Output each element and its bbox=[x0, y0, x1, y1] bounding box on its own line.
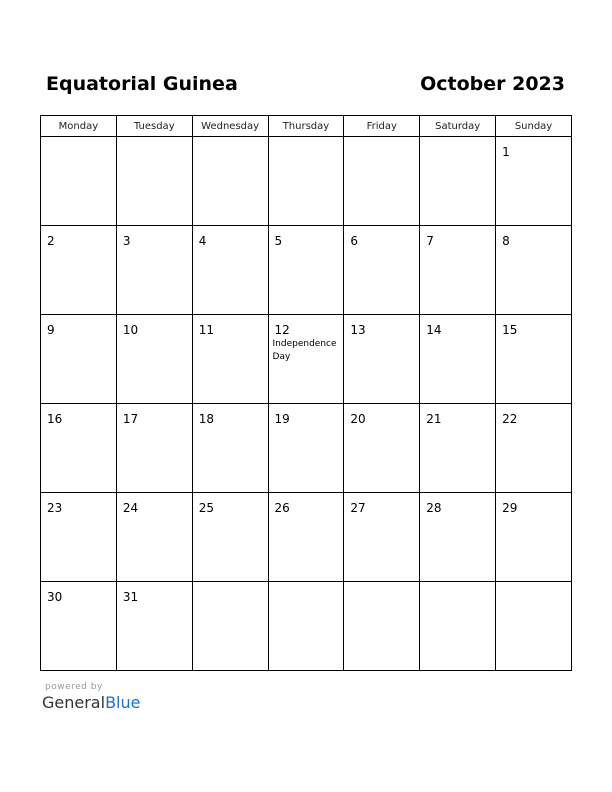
day-cell bbox=[344, 226, 420, 315]
day-number: 7 bbox=[426, 234, 434, 248]
weekday-header: Wednesday bbox=[192, 116, 268, 137]
weekday-header: Saturday bbox=[420, 116, 496, 137]
day-cell bbox=[192, 404, 268, 493]
week-row bbox=[41, 315, 572, 404]
day-number: 29 bbox=[502, 501, 518, 515]
day-cell bbox=[41, 137, 117, 226]
day-number: 22 bbox=[502, 412, 518, 426]
day-cell bbox=[496, 582, 572, 671]
day-number: 19 bbox=[274, 412, 290, 426]
day-number bbox=[344, 582, 419, 590]
day-number: 2 bbox=[47, 234, 55, 248]
day-cell bbox=[496, 315, 572, 404]
weekday-header: Friday bbox=[344, 116, 420, 137]
day-cell bbox=[420, 582, 496, 671]
holiday-label: Independence Day bbox=[272, 339, 337, 362]
day-number bbox=[496, 582, 571, 590]
day-cell bbox=[192, 582, 268, 671]
weekday-header: Sunday bbox=[496, 116, 572, 137]
day-number: 12 bbox=[274, 323, 290, 337]
day-cell bbox=[268, 404, 344, 493]
day-number: 18 bbox=[198, 412, 214, 426]
day-number: 20 bbox=[350, 412, 366, 426]
day-cell bbox=[344, 404, 420, 493]
day-number: 30 bbox=[47, 590, 63, 604]
day-number: 26 bbox=[274, 501, 290, 515]
day-cell bbox=[420, 315, 496, 404]
day-cell bbox=[268, 315, 344, 404]
day-number: 17 bbox=[122, 412, 139, 426]
day-number: 10 bbox=[122, 323, 139, 337]
day-cell bbox=[192, 493, 268, 582]
day-number: 8 bbox=[502, 234, 510, 248]
day-cell bbox=[420, 493, 496, 582]
day-number: 25 bbox=[198, 501, 214, 515]
day-cell bbox=[420, 137, 496, 226]
day-cell bbox=[41, 582, 117, 671]
day-cell bbox=[116, 582, 192, 671]
day-cell bbox=[41, 493, 117, 582]
day-number bbox=[420, 137, 495, 145]
week-row bbox=[41, 493, 572, 582]
day-cell bbox=[344, 582, 420, 671]
day-cell bbox=[268, 137, 344, 226]
day-number: 9 bbox=[47, 323, 55, 337]
day-cell bbox=[116, 493, 192, 582]
day-cell bbox=[116, 315, 192, 404]
week-row bbox=[41, 137, 572, 226]
weekday-header-row bbox=[41, 116, 572, 137]
day-number: 31 bbox=[122, 590, 139, 604]
day-cell bbox=[192, 315, 268, 404]
day-number bbox=[269, 137, 344, 145]
day-number: 3 bbox=[122, 234, 131, 248]
day-number bbox=[193, 137, 268, 145]
week-row bbox=[41, 226, 572, 315]
day-cell bbox=[41, 404, 117, 493]
country-title: Equatorial Guinea bbox=[46, 73, 238, 95]
day-cell bbox=[496, 137, 572, 226]
day-cell bbox=[344, 493, 420, 582]
day-number: 27 bbox=[350, 501, 366, 515]
day-cell bbox=[41, 226, 117, 315]
calendar-grid bbox=[40, 115, 572, 671]
day-cell bbox=[496, 226, 572, 315]
day-number bbox=[344, 137, 419, 145]
day-cell bbox=[496, 404, 572, 493]
day-cell bbox=[116, 404, 192, 493]
day-cell bbox=[420, 404, 496, 493]
day-number: 13 bbox=[350, 323, 366, 337]
day-cell bbox=[41, 315, 117, 404]
day-cell bbox=[116, 137, 192, 226]
day-number: 16 bbox=[47, 412, 63, 426]
generalblue-logo[interactable] bbox=[42, 693, 140, 713]
month-year-title: October 2023 bbox=[420, 73, 565, 95]
weekday-header: Tuesday bbox=[116, 116, 192, 137]
day-number: 1 bbox=[502, 145, 510, 159]
day-number: 24 bbox=[122, 501, 139, 515]
logo-text-general: General bbox=[42, 693, 106, 712]
day-cell bbox=[268, 226, 344, 315]
day-number bbox=[420, 582, 495, 590]
weekday-header: Thursday bbox=[268, 116, 344, 137]
day-cell bbox=[116, 226, 192, 315]
day-cell bbox=[344, 137, 420, 226]
day-number: 14 bbox=[426, 323, 442, 337]
day-number: 28 bbox=[426, 501, 442, 515]
logo-text-blue: Blue bbox=[105, 693, 141, 712]
day-number bbox=[269, 582, 344, 590]
day-cell bbox=[192, 226, 268, 315]
day-number: 21 bbox=[426, 412, 442, 426]
day-number bbox=[117, 137, 192, 145]
day-number: 4 bbox=[198, 234, 207, 248]
day-number: 23 bbox=[47, 501, 63, 515]
weekday-header: Monday bbox=[41, 116, 117, 137]
week-row bbox=[41, 404, 572, 493]
powered-by-label: powered by bbox=[45, 682, 103, 692]
day-number: 11 bbox=[198, 323, 214, 337]
day-number: 15 bbox=[502, 323, 518, 337]
day-cell bbox=[268, 493, 344, 582]
week-row bbox=[41, 582, 572, 671]
day-cell bbox=[192, 137, 268, 226]
day-number bbox=[193, 582, 268, 590]
day-cell bbox=[268, 582, 344, 671]
day-cell bbox=[344, 315, 420, 404]
day-number: 6 bbox=[350, 234, 359, 248]
day-cell bbox=[420, 226, 496, 315]
day-number bbox=[41, 137, 116, 145]
day-number: 5 bbox=[274, 234, 283, 248]
day-cell bbox=[496, 493, 572, 582]
